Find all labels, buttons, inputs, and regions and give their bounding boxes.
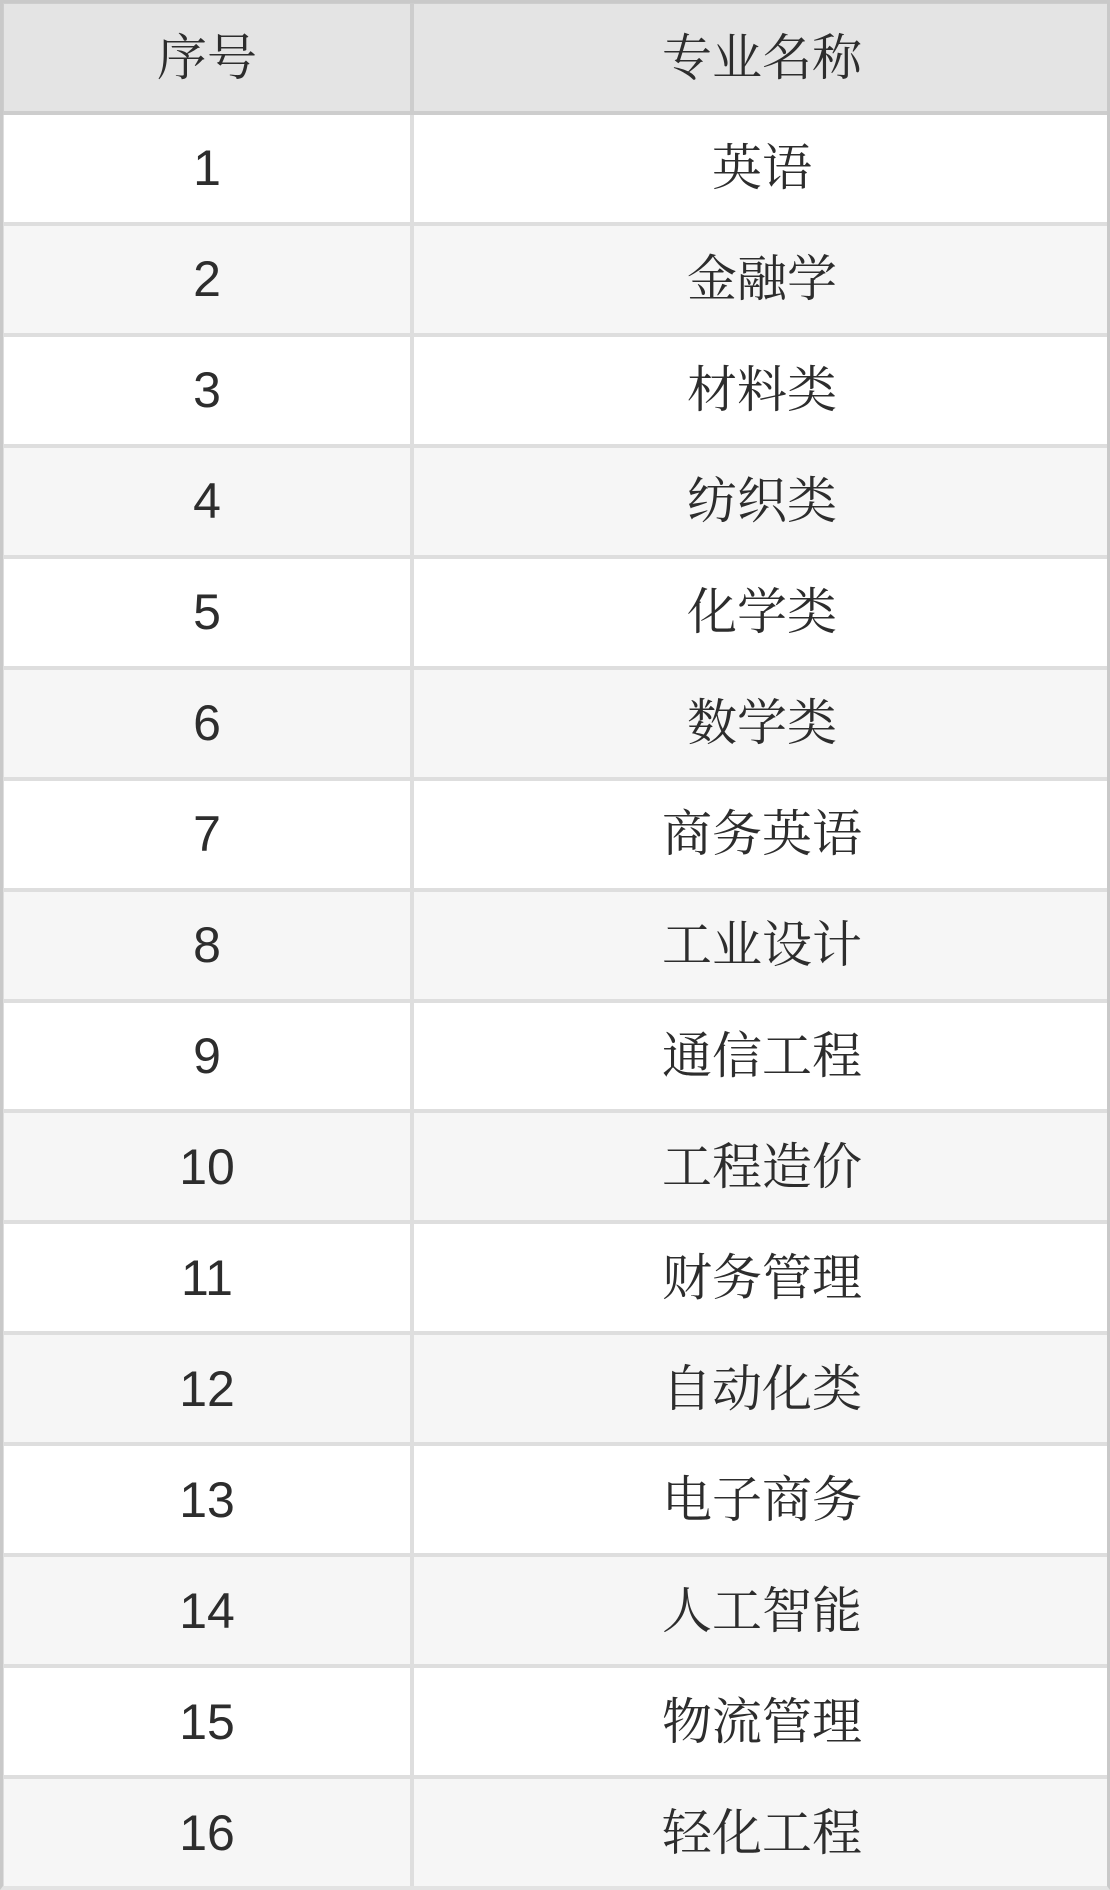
row-number-cell: 8 <box>2 890 412 1001</box>
row-number-cell: 13 <box>2 1444 412 1555</box>
table-row <box>2 1777 1110 1888</box>
major-name-cell: 数学类 <box>412 668 1110 779</box>
table-row <box>2 668 1110 779</box>
table-row <box>2 1001 1110 1112</box>
row-number-cell: 14 <box>2 1555 412 1666</box>
table-row <box>2 1444 1110 1555</box>
row-number-cell: 9 <box>2 1001 412 1112</box>
table-row <box>2 1555 1110 1666</box>
table-row <box>2 1111 1110 1222</box>
major-name-cell: 商务英语 <box>412 779 1110 890</box>
table-row <box>2 890 1110 1001</box>
major-name-cell: 通信工程 <box>412 1001 1110 1112</box>
row-number-cell: 2 <box>2 224 412 335</box>
row-number-cell: 16 <box>2 1777 412 1888</box>
row-number-cell: 12 <box>2 1333 412 1444</box>
header-cell-number: 序号 <box>2 2 412 113</box>
major-name-cell: 工程造价 <box>412 1111 1110 1222</box>
table-row <box>2 779 1110 890</box>
header-cell-major-name: 专业名称 <box>412 2 1110 113</box>
table-row <box>2 557 1110 668</box>
table-row <box>2 113 1110 224</box>
major-name-cell: 财务管理 <box>412 1222 1110 1333</box>
table-row <box>2 1222 1110 1333</box>
major-name-cell: 人工智能 <box>412 1555 1110 1666</box>
major-name-cell: 轻化工程 <box>412 1777 1110 1888</box>
row-number-cell: 1 <box>2 113 412 224</box>
row-number-cell: 5 <box>2 557 412 668</box>
row-number-cell: 7 <box>2 779 412 890</box>
major-name-cell: 工业设计 <box>412 890 1110 1001</box>
row-number-cell: 10 <box>2 1111 412 1222</box>
row-number-cell: 11 <box>2 1222 412 1333</box>
major-name-cell: 纺织类 <box>412 446 1110 557</box>
table-row <box>2 1333 1110 1444</box>
major-name-cell: 物流管理 <box>412 1666 1110 1777</box>
major-name-cell: 自动化类 <box>412 1333 1110 1444</box>
major-name-cell: 英语 <box>412 113 1110 224</box>
row-number-cell: 15 <box>2 1666 412 1777</box>
table-row <box>2 446 1110 557</box>
major-name-cell: 金融学 <box>412 224 1110 335</box>
row-number-cell: 6 <box>2 668 412 779</box>
header-row <box>2 2 1110 113</box>
major-name-cell: 电子商务 <box>412 1444 1110 1555</box>
table-row <box>2 1666 1110 1777</box>
table-row <box>2 224 1110 335</box>
major-name-cell: 材料类 <box>412 335 1110 446</box>
row-number-cell: 3 <box>2 335 412 446</box>
table-row <box>2 335 1110 446</box>
row-number-cell: 4 <box>2 446 412 557</box>
major-name-cell: 化学类 <box>412 557 1110 668</box>
